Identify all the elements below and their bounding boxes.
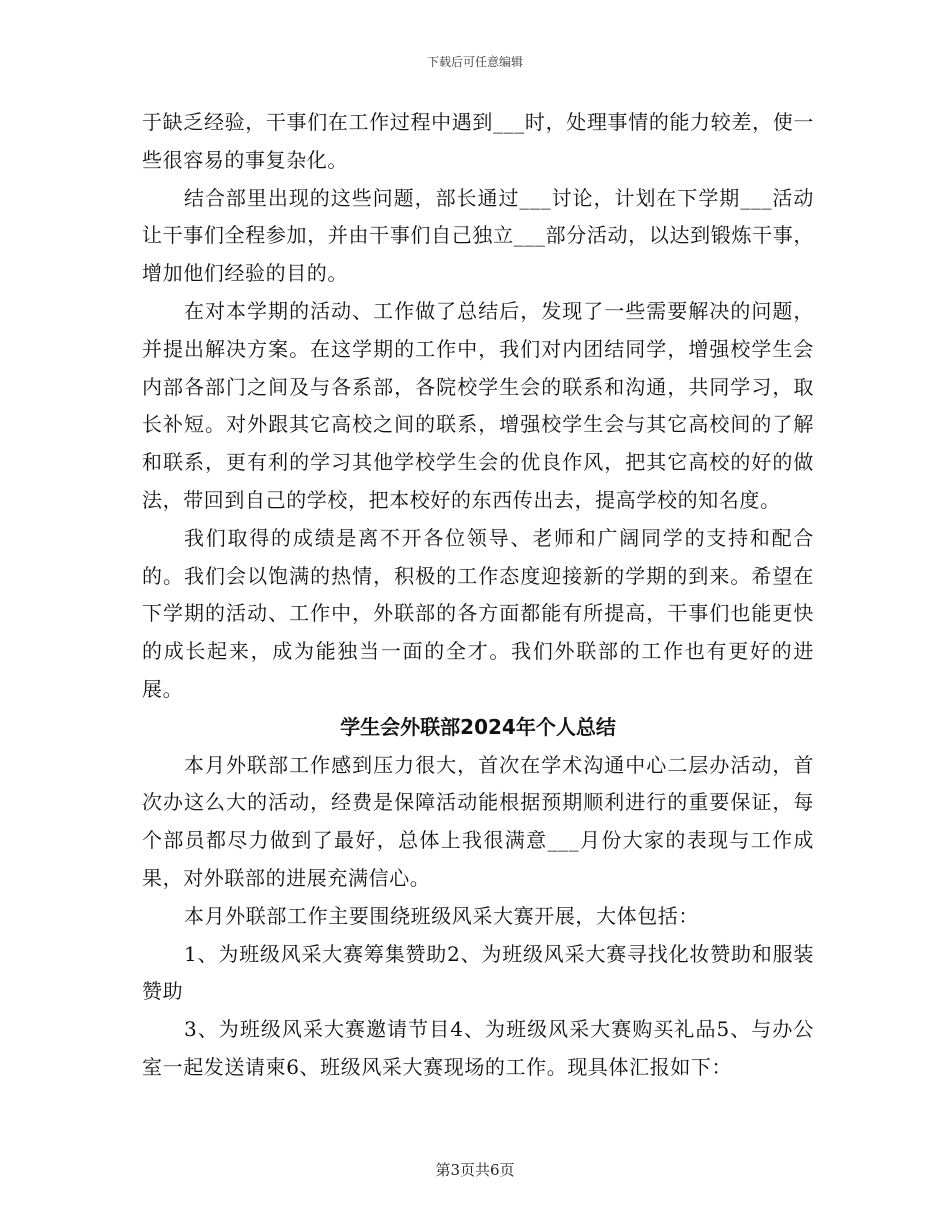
section-title: 学生会外联部2024年个人总结 (340, 714, 616, 739)
paragraph-4: 我们取得的成绩是离不开各位领导、老师和广阔同学的支持和配合的。我们会以饱满的热情，积极的工作态度迎接新的学期的到来。希望在下学期的活动、工作中，外联部的各方面都能有所提高，干事们也能更快的成长起来，成为能独当一面的全才。我们外联部的工作也有更好的进展。 (142, 525, 814, 701)
paragraph-6: 本月外联部工作主要围绕班级风采大赛开展，大体包括： (184, 903, 699, 928)
paragraph-7: 1、为班级风采大赛筹集赞助2、为班级风采大赛寻找化妆赞助和服装赞助 (142, 941, 814, 1004)
page-header: 下载后可任意编辑 (426, 55, 523, 69)
document-body (142, 104, 814, 1087)
paragraph-5: 本月外联部工作感到压力很大，首次在学术沟通中心二层办活动，首次办这么大的活动，经费是保障活动能根据预期顺利进行的重要保证，每个部员都尽力做到了最好，总体上我很满意___月份大家的表现与工作成果，对外联部的进展充满信心。 (142, 752, 814, 890)
paragraph-3: 在对本学期的活动、工作做了总结后，发现了一些需要解决的问题，并提出解决方案。在这学期的工作中，我们对内团结同学，增强校学生会内部各部门之间及与各系部，各院校学生会的联系和沟通，共同学习，取长补短。对外跟其它高校之间的联系，增强校学生会与其它高校间的了解和联系，更有利的学习其他学校学生会的优良作风，把其它高校的好的做法，带回到自己的学校，把本校好的东西传出去，提高学校的知名度。 (142, 298, 814, 512)
paragraph-1: 于缺乏经验，干事们在工作过程中遇到___时，处理事情的能力较差，使一些很容易的事复杂化。 (142, 110, 814, 172)
paragraph-2: 结合部里出现的这些问题，部长通过___讨论，计划在下学期___活动让干事们全程参加，并由干事们自己独立___部分活动，以达到锻炼干事，增加他们经验的目的。 (142, 185, 814, 286)
paragraph-8: 3、为班级风采大赛邀请节目4、为班级风采大赛购买礼品5、与办公室一起发送请柬6、班级风采大赛现场的工作。现具体汇报如下： (142, 1017, 814, 1079)
page-footer: 第3页共6页 (435, 1161, 515, 1179)
